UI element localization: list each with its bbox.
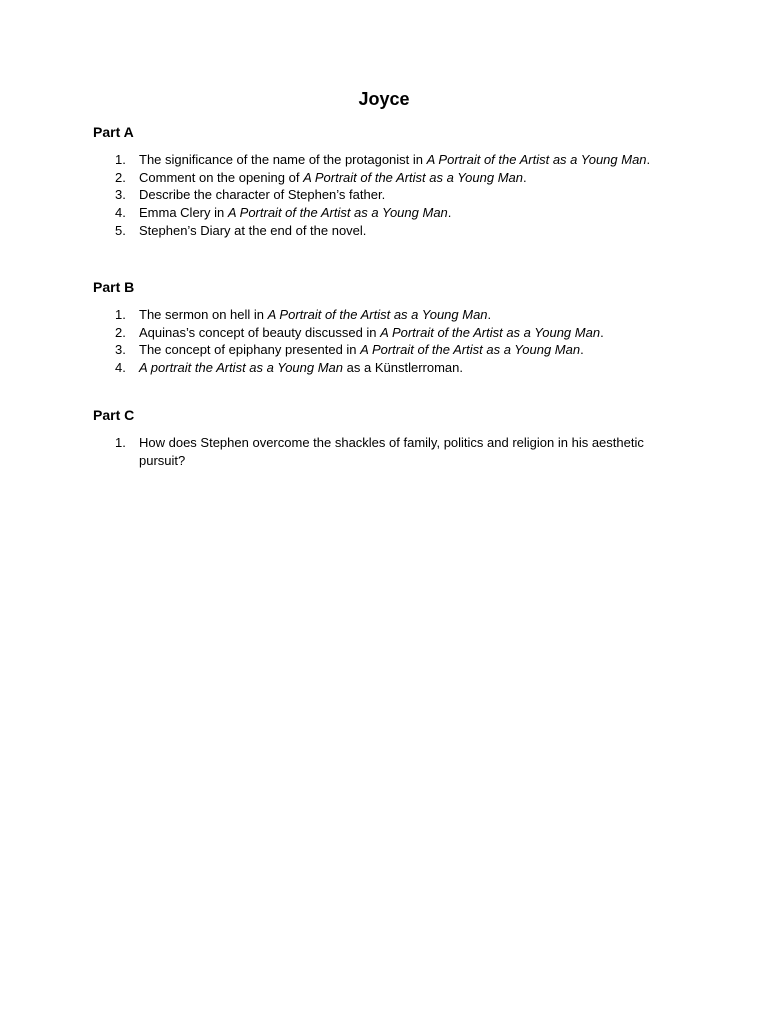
text-run: Comment on the opening of bbox=[139, 169, 304, 185]
title-italic: A portrait the Artist as a Young Man bbox=[139, 360, 344, 376]
section-part-b bbox=[93, 278, 673, 377]
list-item bbox=[93, 151, 673, 169]
list-item-number: 5. bbox=[115, 222, 126, 238]
section-part-a bbox=[93, 123, 673, 240]
text-run: . bbox=[447, 205, 452, 221]
question-list bbox=[93, 151, 673, 240]
list-item-number: 4. bbox=[115, 205, 126, 221]
text-run: Stephen’s Diary at the end of the novel. bbox=[139, 222, 367, 238]
title-italic: A Portrait of the Artist as a Young Man bbox=[380, 324, 601, 340]
text-run: . bbox=[522, 169, 527, 185]
title-italic: A Portrait of the Artist as a Young Man bbox=[360, 342, 581, 358]
list-item bbox=[93, 306, 673, 324]
text-run: The concept of epiphany presented in bbox=[139, 342, 361, 358]
text-run: . bbox=[487, 307, 492, 322]
text-run: . bbox=[580, 342, 584, 358]
list-item-number: 1. bbox=[115, 307, 126, 322]
list-item-text bbox=[139, 170, 527, 185]
text-run: How does Stephen overcome the shackles of family, politics and religion in his aesthetic pursuit? bbox=[139, 435, 644, 468]
text-run: Describe the character of Stephen’s father. bbox=[139, 187, 386, 203]
list-item-text bbox=[139, 360, 463, 375]
title-italic: A Portrait of the Artist as a Young Man bbox=[303, 169, 523, 185]
list-item-text bbox=[139, 187, 385, 202]
list-item-text bbox=[139, 307, 491, 322]
list-item bbox=[93, 186, 673, 204]
list-item-text bbox=[139, 325, 604, 340]
list-item-text bbox=[139, 223, 366, 238]
list-item-number: 3. bbox=[115, 187, 126, 203]
question-list bbox=[93, 306, 673, 377]
list-item-number: 4. bbox=[115, 360, 126, 376]
list-item-number: 2. bbox=[115, 169, 126, 185]
list-item-text bbox=[139, 152, 650, 167]
list-item-text bbox=[139, 435, 644, 468]
list-item bbox=[93, 169, 673, 187]
list-item-number: 2. bbox=[115, 324, 126, 340]
list-item bbox=[93, 359, 673, 377]
text-run: Emma Clery in bbox=[139, 205, 228, 221]
page-title: Joyce bbox=[358, 89, 410, 109]
text-run: The sermon on hell in bbox=[139, 307, 268, 322]
list-item bbox=[93, 341, 673, 359]
question-list bbox=[93, 434, 673, 469]
list-item-number: 1. bbox=[115, 152, 126, 167]
list-item-number: 1. bbox=[115, 435, 126, 450]
text-run: The significance of the name of the protagonist in bbox=[139, 152, 427, 167]
section-heading: Part B bbox=[93, 279, 135, 295]
list-item bbox=[93, 324, 673, 342]
text-run: . bbox=[600, 324, 604, 340]
list-item-number: 3. bbox=[115, 342, 126, 358]
text-run: Aquinas’s concept of beauty discussed in bbox=[139, 324, 381, 340]
title-italic: A Portrait of the Artist as a Young Man bbox=[227, 205, 448, 221]
title-italic: A Portrait of the Artist as a Young Man bbox=[267, 307, 488, 322]
text-run: as a Künstlerroman. bbox=[343, 360, 463, 376]
section-heading: Part A bbox=[93, 124, 134, 140]
list-item-text bbox=[139, 342, 584, 357]
list-item bbox=[93, 204, 673, 222]
section-heading: Part C bbox=[93, 407, 135, 423]
title-italic: A Portrait of the Artist as a Young Man bbox=[426, 152, 647, 167]
list-item bbox=[93, 222, 673, 240]
list-item bbox=[93, 434, 673, 469]
section-part-c bbox=[93, 406, 673, 469]
list-item-text bbox=[139, 205, 451, 220]
text-run: . bbox=[646, 152, 651, 167]
